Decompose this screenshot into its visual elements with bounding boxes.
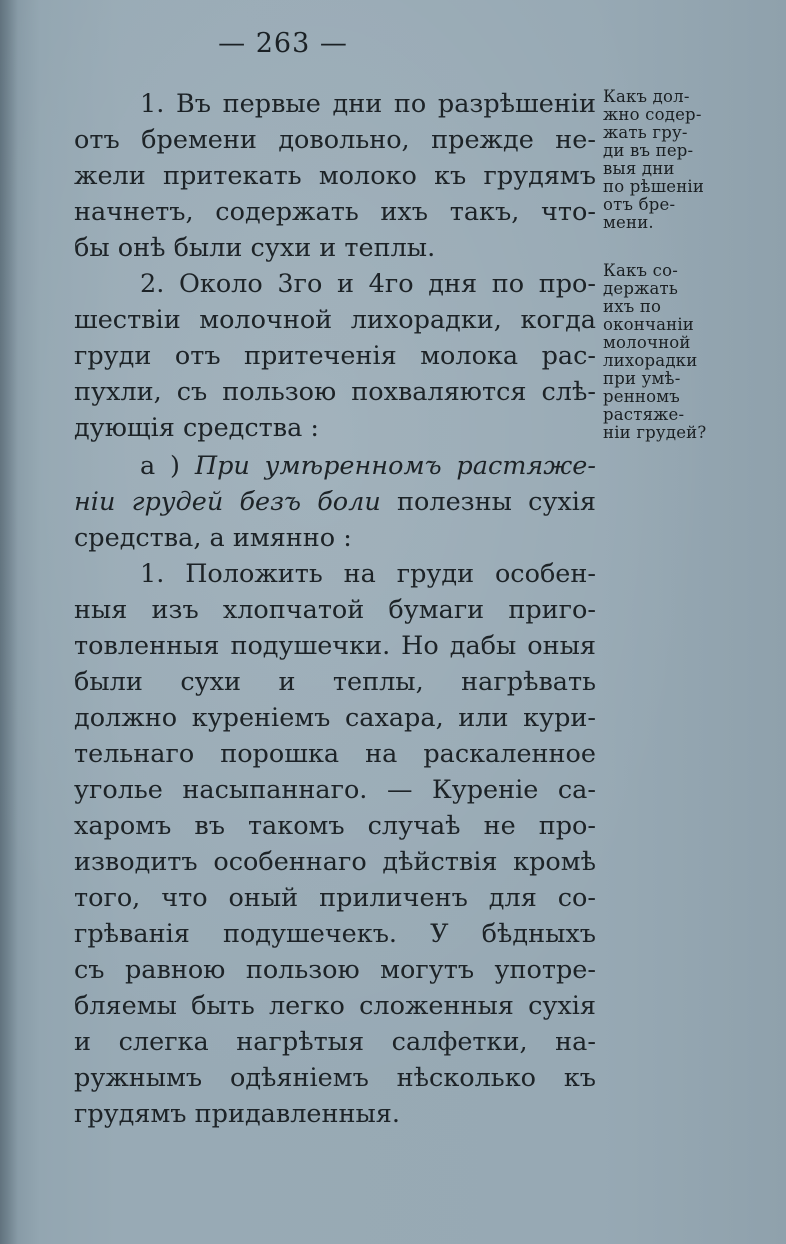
body-line-12: [74, 484, 596, 520]
margin-note-2-line: молочной: [603, 333, 691, 352]
body-line-17: были сухи и теплы, нагрѣвать: [74, 667, 596, 697]
body-line-7: шествіи молочной лихорадки, когда: [74, 305, 596, 335]
body-line-21: харомъ въ такомъ случаѣ не про-: [74, 811, 596, 841]
margin-note-2-line: ихъ по: [603, 297, 662, 316]
body-line-23: того, что оный приличенъ для со-: [74, 883, 596, 913]
margin-note-2-line: Какъ со-: [603, 261, 679, 280]
margin-note-2-line: при умѣ-: [603, 369, 681, 388]
body-line-3: жели притекать молоко къ грудямъ: [74, 161, 596, 191]
body-line-10: дующія средства :: [74, 413, 320, 443]
body-line-29: грудямъ придавленныя.: [74, 1099, 400, 1129]
margin-note-2-line: ренномъ: [603, 387, 680, 406]
body-line-19: тельнаго порошка на раскаленное: [74, 739, 596, 769]
body-line-13: средства, а имянно :: [74, 523, 352, 553]
margin-note-1-line: жно содер-: [603, 105, 702, 124]
body-line-6: 2. Около 3го и 4го дня по про-: [140, 269, 596, 299]
body-line-24: грѣванія подушечекъ. У бѣдныхъ: [74, 919, 596, 949]
margin-note-1-line: Какъ дол-: [603, 87, 690, 106]
body-line-15: ныя изъ хлопчатой бумаги приго-: [74, 595, 596, 625]
italic-heading-part-1: При умѣренномъ растяже-: [194, 451, 596, 481]
item-label-a: а ): [140, 451, 180, 481]
body-line-14: 1. Положить на груди особен-: [140, 559, 596, 589]
margin-note-2-line: растяже-: [603, 405, 685, 424]
body-line-2: отъ бремени довольно, прежде не-: [74, 125, 596, 155]
margin-note-2-line: окончаніи: [603, 315, 694, 334]
margin-note-1-line: выя дни: [603, 159, 675, 178]
page-number: — 263 —: [218, 28, 348, 59]
body-line-28: ружнымъ одѣяніемъ нѣсколько къ: [74, 1063, 596, 1093]
body-line-26: бляемы быть легко сложенныя сухія: [74, 991, 596, 1021]
margin-note-2-line: держать: [603, 279, 679, 298]
margin-note-1-line: ди въ пер-: [603, 141, 694, 160]
body-line-12-rest: полезны сухія: [397, 487, 597, 517]
margin-note-1-line: отъ бре-: [603, 195, 676, 214]
margin-note-1-line: жать гру-: [603, 123, 688, 142]
body-line-8: груди отъ притеченія молока рас-: [74, 341, 596, 371]
margin-note-2-line: ніи грудей?: [603, 423, 707, 442]
margin-note-1-line: по рѣшеніи: [603, 177, 705, 196]
body-line-16: товленныя подушечки. Но дабы оныя: [74, 631, 596, 661]
body-line-9: пухли, съ пользою похваляются слѣ-: [74, 377, 596, 407]
body-line-22: изводитъ особеннаго дѣйствія кромѣ: [74, 847, 596, 877]
body-line-20: уголье насыпаннаго. — Куреніе са-: [74, 775, 596, 805]
margin-note-1-line: мени.: [603, 213, 654, 232]
italic-heading-part-2: ніи грудей безъ боли: [74, 487, 381, 517]
body-line-4: начнетъ, содержать ихъ такъ, что-: [74, 197, 596, 227]
page-edge-shadow: [0, 0, 18, 1244]
body-line-1: 1. Въ первые дни по разрѣшеніи: [140, 89, 596, 119]
body-line-11: [140, 448, 596, 484]
margin-note-2-line: лихорадки: [603, 351, 698, 370]
body-line-27: и слегка нагрѣтыя салфетки, на-: [74, 1027, 596, 1057]
body-line-25: съ равною пользою могутъ употре-: [74, 955, 596, 985]
body-line-5: бы онѣ были сухи и теплы.: [74, 233, 436, 263]
body-line-18: должно куреніемъ сахара, или кури-: [74, 703, 596, 733]
